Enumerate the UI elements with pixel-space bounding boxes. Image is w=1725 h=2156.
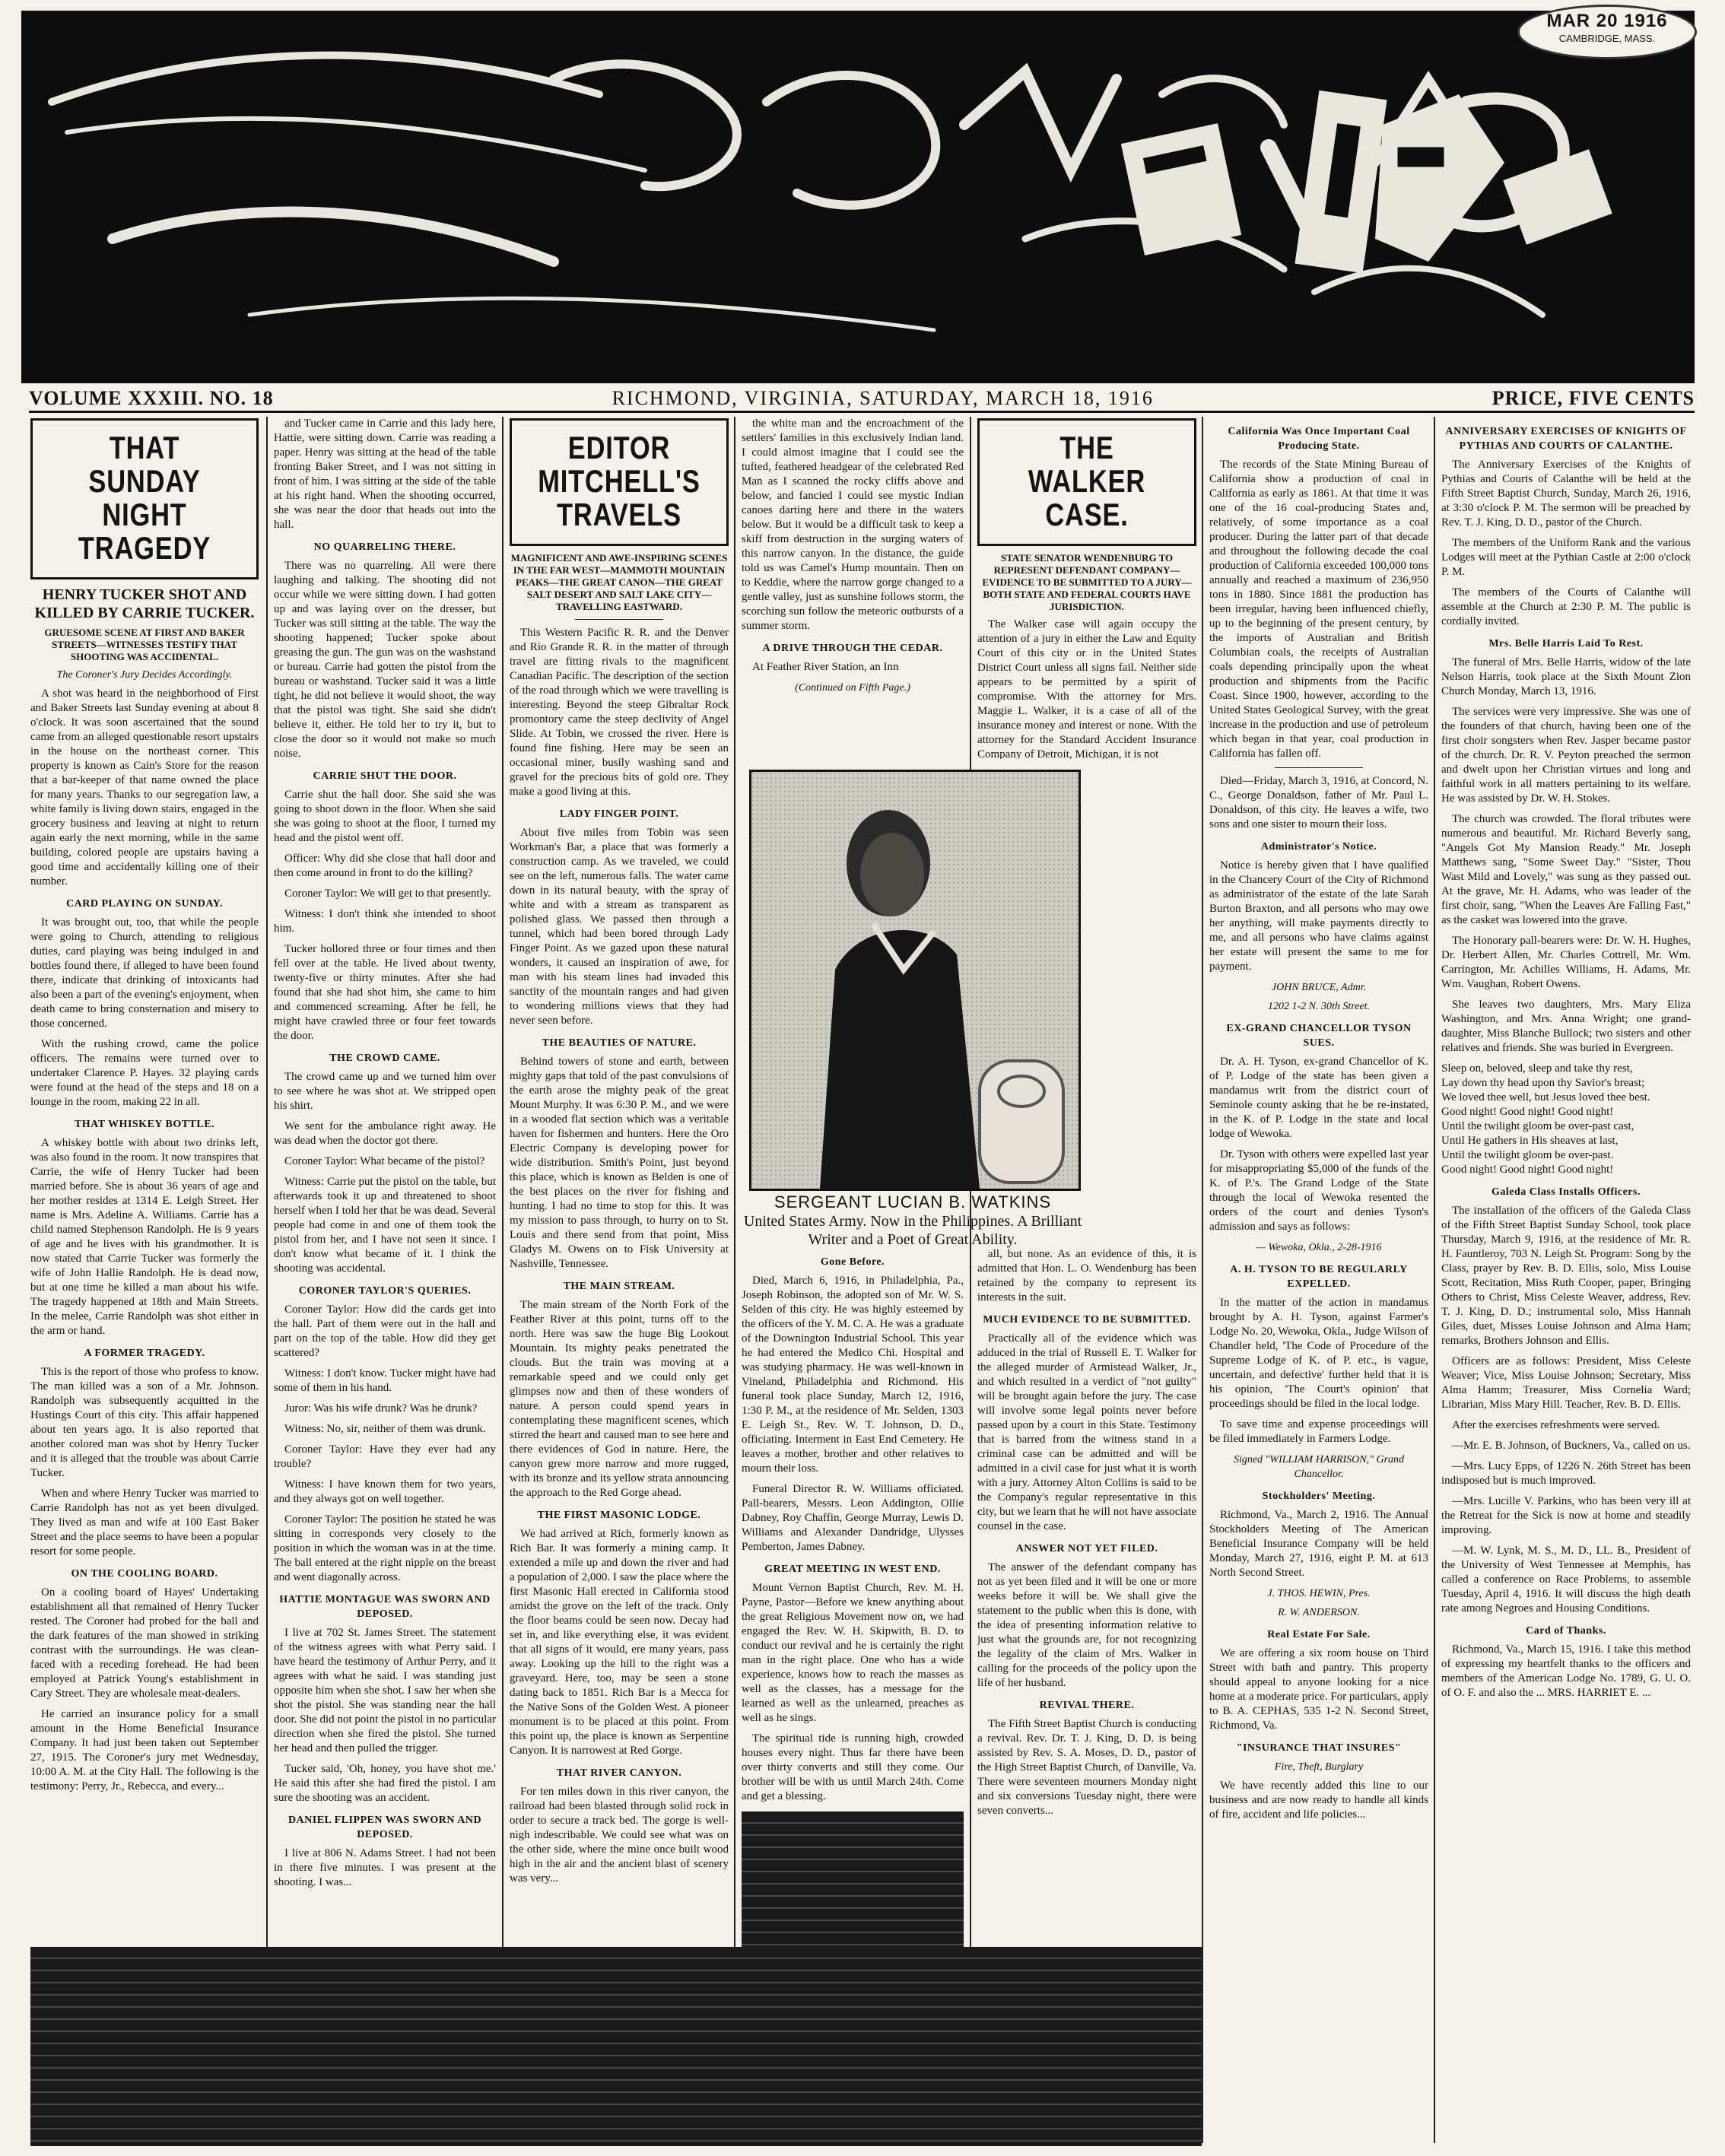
paragraph: Notice is hereby given that I have qualified in the Chancery Court of the City of Richmond as administrator of the estate of the late Sarah Burton Braxton, and all persons who may owe her anything, will make payments directly to me, and all persons who have claims against her estate will present the same to me for payment. — [1209, 859, 1428, 973]
paragraph: Carrie shut the hall door. She said she was going to shoot down in the floor. When she said she was going to shoot at the floor, I turned my head and the pistol went off. — [274, 789, 496, 844]
paragraph: This is the report of those who profess to know. The man killed was a son of a Mr. Johnson. Randolph was subsequently acquitted in the Hustings Court of this city. This affair happened about ten years ago. It is also reported that another colored man was shot by Henry Tucker and it is alleged that the trouble was about Carrie Tucker. — [30, 1366, 259, 1479]
subhead: A DRIVE THROUGH THE CEDAR. — [762, 643, 943, 654]
paragraph: We sent for the ambulance right away. He was dead when the doctor got there. — [274, 1120, 496, 1147]
volume-number: VOLUME XXXIII. NO. 18 — [29, 387, 274, 409]
column-rule — [970, 417, 971, 2143]
paragraph: Coroner Taylor: We will get to that presently. — [284, 887, 491, 900]
paragraph: Witness: I have known them for two years, and they always got on well together. — [274, 1478, 496, 1505]
paragraph: The funeral of Mrs. Belle Harris, widow of the late Nelson Harris, took place at the Sixth Mount Zion Church Monday, March 13, 1916. — [1441, 656, 1691, 697]
signature: Signed "WILLIAM HARRISON," Grand Chancellor. — [1233, 1454, 1405, 1480]
subhead: CARD PLAYING ON SUNDAY. — [66, 898, 223, 910]
paragraph: About five miles from Tobin was seen Workman's Bar, a place that was formerly a construction camp. As we traveled, we could see on the left, numerous falls. The water came down in its natural beauty, with the spray of white and with a stream as transparent as polished glass. We passed then through a tunnel, which had been bored through Lady Finger Point. As we gazed upon these natural wonders, it caused an inspiration of awe, for man with his steam lines had invaded this sanctity of the mountain ranges and had given to wondering millions views that they had never seen before. — [510, 827, 729, 1027]
column-7 — [1441, 417, 1691, 2151]
stamp-date: MAR 20 1916 — [1546, 11, 1668, 31]
subhead: THAT RIVER CANYON. — [556, 1767, 682, 1779]
poem: Sleep on, beloved, sleep and take thy rest, Lay down thy head upon thy Savior's breast; We loved thee well, but Jesus loved thee best. Good night! Good night! Good night! Until the twilight gloom be over-past cast, Until He gathers in His sheaves at last, Until the twilight gloom be over-past. Good night! Good night! Good night! — [1441, 1062, 1650, 1176]
signature: J. THOS. HEWIN, Pres. — [1267, 1588, 1371, 1599]
paragraph: This Western Pacific R. R. and the Denver and Rio Grande R. R. in the matter of through travel are fitting rivals to the magnificent Canadian Pacific. The description of the section of the road through which we were travelling is interesting. Beyond the steep Gibraltar Rock promontory came the steep declivity of Angel Slide. At Tobin, we crossed the river. Here is found fine fishing. Here may be seen an occasional miner, busily washing sand and gravel for the precious bits of gold ore. They make a good living at this. — [510, 627, 729, 798]
subhead: "INSURANCE THAT INSURES" — [1236, 1742, 1402, 1754]
headline-sunday-tragedy: THAT SUNDAY NIGHT TRAGEDY — [78, 430, 211, 566]
paragraph: She leaves two daughters, Mrs. Mary Eliza Washington, and Mrs. Anna Wright; one grand-daughter, Miss Blanche Bullock; two sisters and other relatives and friends. She was buried in Evergreen. — [1441, 999, 1691, 1054]
subhead: REVIVAL THERE. — [1039, 1700, 1135, 1711]
paragraph: The members of the Uniform Rank and the various Lodges will meet at the Pythian Castle at 2:00 o'clock P. M. — [1441, 537, 1691, 578]
column-3 — [510, 417, 729, 2151]
paragraph: After the exercises refreshments were served. — [1452, 1419, 1660, 1431]
paragraph: We had arrived at Rich, formerly known as Rich Bar. It was formerly a mining camp. It extended a mile up and down the river and had a population of 2,000. I saw the place where the first Masonic Hall erected in California stood amidst the grove on the left of the track. Only the floor beams could be seen now. Decay had set in, and like everything else, it was evident that all signs of it would, ere many years, pass away. Looking up the hill to the right was a graveyard. Here, too, may be seen a stone dating back to 1851. Rich Bar is a Mecca for the Native Sons of the Golden West. A pioneer monument is to be placed at this point. From this point up, the place is known as Serpentine Canyon. It is narrowest at Red Gorge. — [510, 1528, 729, 1757]
paragraph: Coroner Taylor: The position he stated he was sitting in corresponds very closely to the position in which the woman was in at the time. The ball entered at the right nipple on the breast and went diagonally across. — [274, 1513, 496, 1583]
subhead: GREAT MEETING IN WEST END. — [764, 1564, 941, 1575]
paragraph: Witness: I don't know. Tucker might have had some of them in his hand. — [274, 1367, 496, 1394]
subhead: CORONER TAYLOR'S QUERIES. — [298, 1285, 472, 1297]
masthead-artwork — [21, 11, 1695, 383]
paragraph: —Mr. E. B. Johnson, of Buckners, Va., called on us. — [1452, 1440, 1691, 1452]
portrait-photo — [749, 770, 1081, 1191]
paragraph: —Mrs. Lucy Epps, of 1226 N. 26th Street has been indisposed but is much improved. — [1441, 1460, 1691, 1487]
paragraph: With the rushing crowd, came the police officers. The remains were turned over to undertaker Clarence P. Hayes. 32 playing cards were found at the head of the steps and 18 on a lounge in the room, making 22 in all. — [30, 1038, 259, 1108]
subhead: A. H. TYSON TO BE REGULARLY EXPELLED. — [1230, 1264, 1408, 1290]
subhead: EX-GRAND CHANCELLOR TYSON SUES. — [1226, 1023, 1412, 1049]
dateline-bar — [29, 386, 1695, 413]
paragraph: We have recently added this line to our business and are now ready to handle all kinds of fire, accident and life policies... — [1209, 1780, 1428, 1821]
address: 1202 1-2 N. 30th Street. — [1267, 1001, 1371, 1012]
paragraph: Witness: I don't think she intended to shoot him. — [274, 908, 496, 935]
subhead: ANSWER NOT YET FILED. — [1015, 1543, 1158, 1554]
deck: HENRY TUCKER SHOT AND KILLED BY CARRIE TUCKER. — [34, 586, 255, 621]
column-2 — [274, 417, 496, 2151]
subhead: THE MAIN STREAM. — [563, 1281, 675, 1292]
paragraph: It was brought out, too, that while the people were going to Church, attending to religious duties, card playing was being indulged in and bottles found there, if alleged to have been found there, indicate that drinking of intoxicants had also been a part of the evening's enjoyment, when death came to bring consternation and misery to those concerned. — [30, 916, 259, 1030]
paragraph: The members of the Courts of Calanthe will assemble at the Church at 2:30 P. M. The public is cordially invited. — [1441, 586, 1691, 627]
column-rule — [266, 417, 268, 2143]
paragraph: When and where Henry Tucker was married to Carrie Randolph has not as yet been divulged. They lived as man and wife at 100 East Baker Street and the place seems to have been a popular resort for some people. — [30, 1488, 259, 1557]
continued-note: (Continued on Fifth Page.) — [795, 682, 910, 694]
paragraph: In the matter of the action in mandamus brought by A. H. Tyson, against Farmer's Lodge No. 20, Wewoka, Okla., Judge Wilson of Chandler held, 'The Code of Procedure of the Supreme Lodge of K. of P. etc., is vague, uncertain, and defective' further held that it is his opinion, 'The Court's opinion' that proceedings should be filed in the local lodge. — [1209, 1297, 1428, 1410]
paragraph: Juror: Was his wife drunk? Was he drunk? — [284, 1402, 478, 1415]
paragraph: He carried an insurance policy for a small amount in the Home Beneficial Insurance Company. It had just been taken out September 27, 1915. The Coroner's jury met Wednesday, 10:00 A. M. at the City Hall. The following is the testimony: Perry, Jr., Rebecca, and every... — [30, 1708, 259, 1792]
paragraph: The answer of the defendant company has not as yet been filed and it will be one or more weeks before it will be. We shall give the statement to the public when this is done, with the idea of presenting information relative to just what the grounds are, for not recognizing the legality of the claim of Mrs. Walker in calling for the proceeds of the policy upon the life of her husband. — [977, 1561, 1196, 1689]
headline-editor-travels: EDITOR MITCHELL'S TRAVELS — [538, 430, 700, 532]
paragraph: Mount Vernon Baptist Church, Rev. M. H. Payne, Pastor—Before we knew anything about the great Religious Movement now on, we had engaged the Rev. W. H. Skipwith, B. D. to conduct our revival and he is certainly the right man in the right place. One who has a wide experience, knows how to reach the masses as well as the classes, has a message for the learned as well as the unlearned, preaches as well as he sings. — [742, 1582, 964, 1724]
signature: R. W. ANDERSON. — [1278, 1607, 1360, 1618]
subhead-italic: Fire, Theft, Burglary — [1274, 1761, 1364, 1773]
portrait-caption — [734, 1192, 1091, 1249]
library-stamp — [1517, 5, 1697, 59]
paragraph: Behind towers of stone and earth, between mighty gaps that told of the past convulsions of the earth arose the mighty peak of the great Mount Murphy. It was 6:30 P. M., and we were in a wooded flat section which was a veritable haven for fishermen and hunters. Here the Oro Electric Company is developing power for wide distribution. Smith's Point, just beyond this place, which is known as Belden is one of the best places on the river for fishing and hunting. I had no time to stop for this. It was my mission to pass through, to hurry on to St. Louis and there send from that point, Miss Gladys M. Owens on to Fisk University at Nashville, Tennessee. — [510, 1056, 729, 1270]
subhead: Card of Thanks. — [1526, 1625, 1606, 1637]
place-date: — Wewoka, Okla., 2-28-1916 — [1256, 1242, 1382, 1253]
paragraph: The Honorary pall-bearers were: Dr. W. H. Hughes, Dr. Herbert Allen, Mr. Charles Cottrell, Mr. Wm. Carrington, Mr. Achilles Williams, H. Adams, Mr. Wm. Vaughan, Robert Owens. — [1441, 935, 1691, 990]
divider — [575, 619, 662, 620]
paragraph: We are offering a six room house on Third Street with bath and pantry. This property should appeal to anyone looking for a nice home at a moderate price. For particulars, apply to B. A. CEPHAS, 535 1-2 N. Second Street, Richmond, Va. — [1209, 1647, 1428, 1732]
column-6 — [1209, 417, 1428, 2151]
paragraph: The installation of the officers of the Galeda Class of the Fifth Street Baptist Sunday School, took place Thursday, March 9, 1916, at the residence of Mr. R. H. Fauntleroy, 703 N. Leigh St. Program: Song by the Class, prayer by Rev. B. D. Ellis, solo, Miss Louise Scott, Recitation, Miss Ruth Cooper, paper, Bringing Others to Christ, Miss Celeste Weaver, address, Rev. T. J. King, D. D.; instrumental solo, Miss Hannah Giles, duet, Misses Louise Johnson and Alma Ham; remarks, Brothers Johnson and Ellis. — [1441, 1205, 1691, 1347]
column-1 — [30, 417, 259, 2151]
paragraph: Tucker said, 'Oh, honey, you have shot me.' He said this after she had fired the pistol. I am sure the shooting was an accident. — [274, 1763, 496, 1804]
signature: JOHN BRUCE, Admr. — [1271, 982, 1367, 993]
subhead: Real Estate For Sale. — [1267, 1629, 1371, 1640]
paragraph: and Tucker came in Carrie and this lady here, Hattie, were sitting down. Carrie was reading a paper. Henry was sitting at the head of the table fronting Baker Street, and I was not sitting in front of him. I was sitting at the side of the table at his right hand. When the shooting occurred, she was near the door that heads out into the hall. — [274, 418, 496, 531]
paragraph: The Anniversary Exercises of the Knights of Pythias and Courts of Calanthe will be held at the Fifth Street Baptist Church, Sunday, March 26, 1916, at 3:30 o'clock P. M. The sermon will be preached by Rev. T. J. King, D. D., pastor of the Church. — [1441, 459, 1691, 529]
paragraph: Dr. Tyson with others were expelled last year for misappropriating $5,000 of the funds of the K. of P.'s. The Grand Lodge of the State through the local of Wewoka resented the orders of the court and denies Tyson's admission and says as follows: — [1209, 1148, 1428, 1233]
paragraph: The spiritual tide is running high, crowded houses every night. Thus far there have been over thirty converts and still they come. Our brother will be with us until March 24th. Come and get a blessing. — [742, 1732, 964, 1802]
paragraph: —Mrs. Lucille V. Parkins, who has been very ill at the Retreat for the Sick is now at home and steadily improving. — [1441, 1495, 1691, 1536]
place-date: RICHMOND, VIRGINIA, SATURDAY, MARCH 18, 1916 — [612, 387, 1154, 409]
paragraph: The church was crowded. The floral tributes were numerous and beautiful. Mr. Richard Beverly sang, "Angels Got My Mansion Ready." Mr. Joseph Matthews sang, "Some Sweet Day." "Sister, Thou Wast Mild and Lovely," was sung as they passed out. At the grave, Mr. H. Adams, who was leader of the first choir, sang, "When the Leaves Are Falling Fast," as the casket was lowered into the grave. — [1441, 813, 1691, 926]
masthead — [21, 11, 1695, 383]
portrait-description: United States Army. Now in the Philippines. A Brilliant Writer and a Poet of Great Ability. — [743, 1213, 1082, 1248]
paragraph: Died—Friday, March 3, 1916, at Concord, N. C., George Donaldson, father of Mr. Paul L. Donaldson, of this city. He leaves a wife, two sons and one sister to mourn their loss. — [1209, 775, 1428, 830]
headline-walker-case: THE WALKER CASE. — [1028, 430, 1146, 532]
paragraph: Witness: Carrie put the pistol on the table, but afterwards took it up and threatened to shoot herself when I told her that he was dead. Several people had come in and one of them took the pistol from her, and I have not seen it since. I don't know what became of it. I think the shooting was accidental. — [274, 1176, 496, 1275]
paragraph: all, but none. As an evidence of this, it is admitted that Hon. L. O. Wendenburg has been retained by the company to represent its interests in the suit. — [977, 1248, 1196, 1303]
subhead: LADY FINGER POINT. — [559, 808, 679, 820]
column-rule — [1434, 417, 1435, 2143]
portrait-image — [751, 772, 1079, 1189]
price: PRICE, FIVE CENTS — [1492, 387, 1695, 409]
paragraph: Dr. A. H. Tyson, ex-grand Chancellor of K. of P. Lodge of the state has been given a mandamus writ from the district court of Seminole county asking that he be re-instated, in the K. of P. Lodge in the state and local lodge of Wewoka. — [1209, 1056, 1428, 1140]
paragraph: Coroner Taylor: Have they ever had any trouble? — [274, 1443, 496, 1470]
paragraph: Officer: Why did she close that hall door and then come around in front to do the killing? — [274, 853, 496, 879]
paragraph: The crowd came up and we turned him over to see where he was shot at. We stripped open his shirt. — [274, 1071, 496, 1112]
column-rule — [1202, 417, 1203, 2143]
paragraph: To save time and expense proceedings will be filed immediately in Farmers Lodge. — [1209, 1418, 1428, 1445]
deck: MAGNIFICENT AND AWE-INSPIRING SCENES IN THE FAR WEST—MAMMOTH MOUNTAIN PEAKS—THE GREAT CANON—THE GREAT SALT DESERT AND SALT LAKE CITY—TRAVELLING EASTWARD. — [510, 552, 728, 612]
paragraph: The Fifth Street Baptist Church is conducting a revival. Rev. Dr. T. J. King, D. D. is being assisted by Rev. S. A. Moses, D. D., pastor of the High Street Baptist Church, of Danville, Va. There were seventeen mourners Monday night and six conversions Tuesday night, there were seven converts... — [977, 1718, 1196, 1817]
subhead: Gone Before. — [820, 1256, 885, 1268]
subhead: CARRIE SHUT THE DOOR. — [313, 770, 457, 782]
subhead: DANIEL FLIPPEN WAS SWORN AND DEPOSED. — [288, 1815, 482, 1840]
subhead: NO QUARRELING THERE. — [313, 541, 456, 553]
subhead: THE BEAUTIES OF NATURE. — [542, 1037, 697, 1049]
column-rule — [502, 417, 504, 2143]
column-5-top — [977, 417, 1196, 759]
paragraph: For ten miles down in this river canyon, the railroad had been blasted through solid rock in order to secure a track bed. The gorge is well-nigh indescribable. We could see what was on the other side, where the mine once built wood high in the air and the ancient blast of scenery was very... — [510, 1786, 729, 1885]
paragraph: Practically all of the evidence which was adduced in the trial of Russell E. T. Walker for the alleged murder of Armistead Walker, Jr., and which resulted in a verdict of "not guilty" will be brought again before the jury. The case will involve some legal points never before passed upon by a court in this State. Testimony that is barred from the witness stand in a criminal case can be admitted and will be admitted in a civil case for just what it is worth with a jury. Attorney Alton Collins is said to be the Company's regular representative in this city, but we learn that he will not have associate counsel in the case. — [977, 1332, 1196, 1532]
headline-box — [510, 418, 729, 546]
stamp-place: CAMBRIDGE, MASS. — [1558, 33, 1656, 44]
subdeck: GRUESOME SCENE AT FIRST AND BAKER STREETS—WITNESSES TESTIFY THAT SHOOTING WAS ACCIDENTAL. — [44, 627, 245, 662]
paragraph: The services were very impressive. She was one of the founders of that church, having been one of the first choir songsters when Rev. Jasper became pastor of the church. Dr. R. V. Peyton preached the sermon and dwelt upon her Christian virtues and long and faithful work in all matters pertaining to its welfare. He was assisted by Dr. W. H. Stokes. — [1441, 706, 1691, 805]
subhead: ON THE COOLING BOARD. — [71, 1568, 218, 1580]
paragraph: Funeral Director R. W. Williams officiated. Pall-bearers, Messrs. Leon Addington, Ollie Dabney, Roy Chaffin, George Murray, Lewis D. Williams and Alexander Dandridge, Ulysses Pemberton, James Dabney. — [742, 1483, 964, 1553]
subhead: A FORMER TRAGEDY. — [84, 1348, 205, 1359]
paragraph: Officers are as follows: President, Miss Celeste Weaver; Vice, Miss Louise Johnson; Secretary, Miss Alma Hamm; Treasurer, Miss Cornelia Ward; Librarian, Miss Mary Hill. Teacher, Rev. B. D. Ellis. — [1441, 1355, 1691, 1411]
paragraph: Tucker hollored three or four times and then fell over at the table. He lived about twenty, twenty-five or thirty minutes. After she had found that she had shot him, she came to him and commenced screaming. After he fell, he might have crawled three or four feet towards the door. — [274, 943, 496, 1042]
paragraph: The Walker case will again occupy the attention of a jury in either the Law and Equity Court of this city or in the United States District Court unless all signs fail. Neither side appears to be permitted by a spirit of compromise. With the attorney for Mrs. Maggie L. Walker, it is a case of all of the insurance money and interest or none. With the attorney for the Standard Accident Insurance Company of Detroit, Michigan, it is not — [977, 618, 1196, 759]
subhead: Administrator's Notice. — [1260, 841, 1377, 853]
paragraph: Richmond, Va., March 2, 1916. The Annual Stockholders Meeting of The American Beneficial Insurance Company will be held Monday, March 27, 1916, eight P. M. at 613 North Second Street. — [1209, 1509, 1428, 1579]
headline-box — [30, 418, 259, 579]
subhead: HATTIE MONTAGUE WAS SWORN AND DEPOSED. — [279, 1594, 491, 1620]
subhead: Galeda Class Installs Officers. — [1492, 1186, 1641, 1198]
paragraph: Died, March 6, 1916, in Philadelphia, Pa., Joseph Robinson, the adopted son of Mr. W. S. Selden of this city. He was highly esteemed by the officers of the Y. M. C. A. He was a graduate of the Downington Industrial School. This year he had entered the Medico Chi. Hospital and was studying pharmacy. He was well-known in Vineland, Philadelphia and Richmond. His funeral took place Sunday, March 12, 1916, 1:30 P. M., at the residence of Mr. Selden, 1303 E. Leigh St., Rev. W. T. Johnson, D. D., officiating. Interment in East End Cemetery. He leaves a mother, brother and other relatives to mourn their loss. — [742, 1275, 964, 1475]
paragraph: Coroner Taylor: How did the cards get into the hall. Part of them were out in the hall and part on the top of the table. How did they get scattered? — [274, 1303, 496, 1359]
column-4-top — [742, 417, 964, 759]
paragraph: A shot was heard in the neighborhood of First and Baker Streets last Sunday evening at about 8 o'clock. It was soon ascertained that the sound came from an alleged questionable resort upstairs in the house on the northeast corner. This property is known as Cain's Store for the reason that a bar-keeper of that name owned the place for many years. Thanks to our segregation law, a white family is living down stairs, engaged in the grocery business and leaving at night to return again early the next morning, while in the same building, colored people are upstairs having a good time and accidentally killing one of their number. — [30, 687, 259, 887]
subhead: THAT WHISKEY BOTTLE. — [74, 1119, 215, 1130]
subhead: THE FIRST MASONIC LODGE. — [537, 1510, 701, 1521]
subhead: Stockholders' Meeting. — [1262, 1491, 1376, 1502]
subhead: Mrs. Belle Harris Laid To Rest. — [1488, 638, 1644, 649]
portrait-name: SERGEANT LUCIAN B. WATKINS — [774, 1192, 1052, 1211]
paragraph: On a cooling board of Hayes' Undertaking establishment all that remained of Henry Tucker rested. The Coroner had probed for the ball and the dark features of the man showed in striking contrast with the surroundings. He was clean-faced with a receding forehead. He had been employed at Patrick Young's establishment in Cary Street. They are wholesale meat-dealers. — [30, 1586, 259, 1700]
paragraph: Witness: No, sir, neither of them was drunk. — [284, 1423, 486, 1435]
damaged-bottom-band — [30, 1947, 1202, 2146]
paragraph: I live at 806 N. Adams Street. I had not been in there five minutes. I was present at the shooting. I was... — [274, 1847, 496, 1888]
paragraph: At Feather River Station, an Inn — [752, 661, 899, 673]
paragraph: I live at 702 St. James Street. The statement of the witness agrees with what Perry said. I have heard the testimony of Arthur Perry, and it agrees with what he said. I was standing just opposite him when she shot. I saw her when she shot the pistol. She was standing near the hall door. She did not point the pistol in no particular direction when she fired the pistol. She turned her head and then pulled the trigger. — [274, 1627, 496, 1754]
paragraph: The records of the State Mining Bureau of California show a production of coal in California as early as 1861. At that time it was one of the 16 coal-producing States and, relatively, of some importance as a coal producer. During the latter part of that decade and throughout the following decade the coal production of California exceeded 100,000 tons annually and reached a maximum of 236,950 tons in 1880. Since 1881 the production has been irregular, having been influenced chiefly, up to the beginning of the present century, by the imports of Australian and British Columbian coals, the receipts of Australian coals depending principally upon the wheat production and shipments from the Pacific Coast. Since 1900, however, according to the United States Geological Survey, with the great increase in the production and use of petroleum which began in that year, coal production in California has fallen off. — [1209, 459, 1428, 760]
paragraph: —M. W. Lynk, M. S., M. D., LL. B., President of the University of West Tennessee at Memphis, has called a conference on Race Problems, to assemble Tuesday, April 4, 1916. It will discuss the high death rate among Negroes and Housing Conditions. — [1441, 1545, 1691, 1615]
paragraph: the white man and the encroachment of the settlers' families in this exclusively Indian land. I could almost imagine that I could see the tufted, feathered headgear of the celebrated Red Man as I scanned the rocky cliffs above and below, and fancied I could see mystic Indian canoes darting here and there in the waters below. But it would be a difficult task to keep a skiff from destruction in the surging waters of this narrow canyon. In the distance, the guide told us was Camel's Hump mountain. Then on to Keddie, where the narrow gorge changed to a gentle valley, just as sunshine follows storm, the scorching sun follow the meteoric outbursts of a summer storm. — [742, 418, 964, 632]
subhead: California Was Once Important Coal Producing State. — [1228, 426, 1410, 452]
column-rule — [734, 417, 735, 2143]
paragraph: Coroner Taylor: What became of the pistol? — [284, 1155, 485, 1167]
subhead: ANNIVERSARY EXERCISES OF KNIGHTS OF PYTHIAS AND COURTS OF CALANTHE. — [1445, 426, 1687, 452]
headline-box — [977, 418, 1196, 546]
subhead: THE CROWD CAME. — [329, 1053, 440, 1064]
paragraph: The main stream of the North Fork of the Feather River at this point, turns off to the north. Here was saw the huge Big Lookout Mountain. Its mighty peaks penetrated the clouds. But the train was moving at a remarkable speed and we could only get glimpses now and then of these wonders of nature. A person could spend years in contemplating these magnificent scenes, which stirred the heart and caused man to see here and there evidences of God in nature. Here, the canyon grew more narrow and more rugged, with its bronze and its yellow strata announcing the approach to the Red Gorge ahead. — [510, 1299, 729, 1499]
paragraph: There was no quarreling. All were there laughing and talking. The shooting did not occur while we were sitting down. I had gotten up and was laying over on the dresser, but Tucker was still sitting at the table. The way the shooting happened; Tucker spoke about greasing the gun. The gun was on the washstand or bureau. Carrie had gotten the pistol from the bureau or washstand. Tucker said it was a little tight, he did not believe it would shoot, the way that the pistol was tight. She said she didn't believe it, either. He told her to try it, but to close the door so it would not make so much noise. — [274, 560, 496, 760]
paragraph: A whiskey bottle with about two drinks left, was also found in the room. It now transpires that Carrie, the wife of Henry Tucker had been married before. She is about 36 years of age and her mother resides at 1314 E. Leigh Street. Her name is Mrs. Adeline A. Williams. Carrie has a child named Stephenson Randolph. He is 9 years of age and he lives with his grandmother. It is now stated that Carrie Tucker was formerly the wife of John Hallie Randolph. He is dead now, but at one time he killed a man about his wife. The tragedy happened at 18th and Main Streets. In the melee, Carrie Randolph was shot either in the arm or hand. — [30, 1137, 259, 1337]
deck: STATE SENATOR WENDENBURG TO REPRESENT DEFENDANT COMPANY—EVIDENCE TO BE SUBMITTED TO A JURY—BOTH STATE AND FEDERAL COURTS HAVE JURISDICTION. — [982, 552, 1192, 612]
subhead: MUCH EVIDENCE TO BE SUBMITTED. — [983, 1314, 1191, 1326]
kicker: The Coroner's Jury Decides Accordingly. — [56, 669, 233, 681]
paragraph: Richmond, Va., March 15, 1916. I take this method of expressing my heartfelt thanks to the officers and members of the American Lodge No. 1789, G. U. O. of O. F. and also the ... MRS. HARRIET E. ... — [1441, 1643, 1691, 1699]
divider — [1275, 767, 1362, 768]
